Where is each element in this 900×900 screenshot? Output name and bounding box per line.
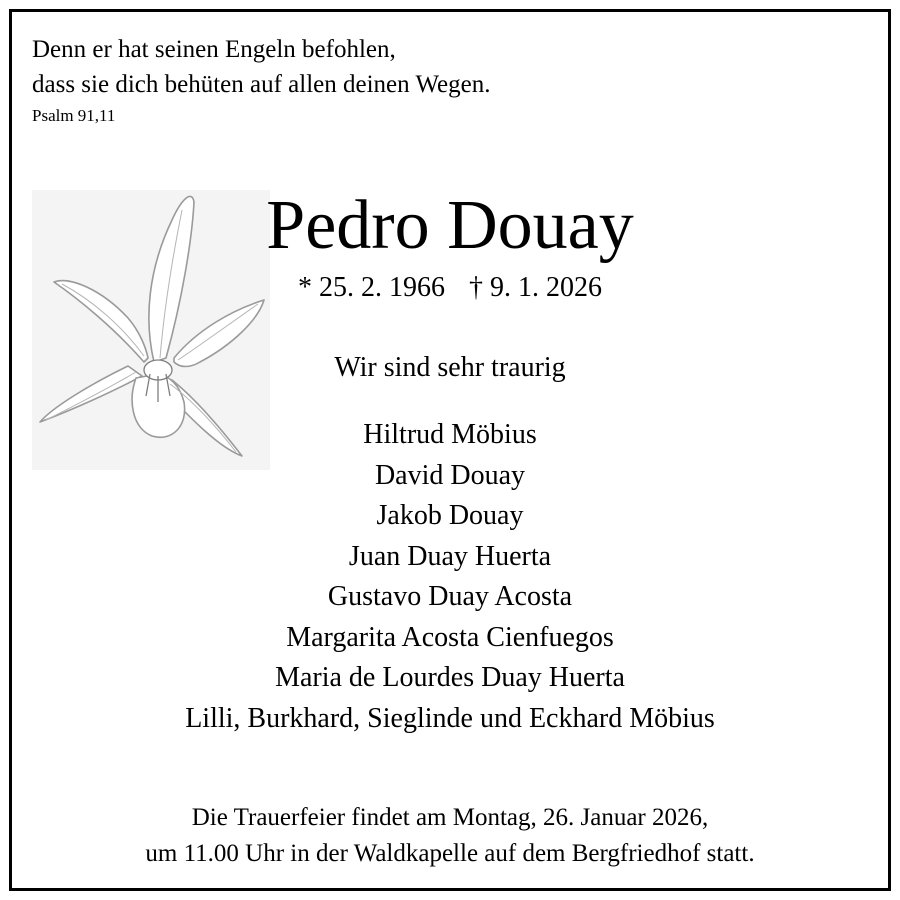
bible-verse bbox=[32, 32, 490, 102]
verse-line: Denn er hat seinen Engeln befohlen, bbox=[32, 36, 396, 63]
birth-date: * 25. 2. 1966 bbox=[298, 272, 445, 303]
mourner-name: Jakob Douay bbox=[376, 500, 524, 531]
service-line: um 11.00 Uhr in der Waldkapelle auf dem Bergfriedhof statt. bbox=[145, 840, 755, 867]
life-dates bbox=[230, 272, 670, 304]
funeral-service-info bbox=[30, 800, 870, 872]
mourners-list bbox=[100, 415, 800, 739]
verse-line: dass sie dich behüten auf allen deinen Wegen. bbox=[32, 71, 491, 98]
mourner-name: Maria de Lourdes Duay Huerta bbox=[275, 662, 625, 693]
mourning-statement: Wir sind sehr traurig bbox=[334, 352, 566, 383]
service-line: Die Trauerfeier findet am Montag, 26. Januar 2026, bbox=[191, 804, 709, 831]
mourner-name: David Douay bbox=[374, 459, 526, 491]
mourner-name: Hiltrud Möbius bbox=[363, 419, 537, 450]
death-date: † 9. 1. 2026 bbox=[469, 272, 602, 303]
mourner-name: Gustavo Duay Acosta bbox=[327, 581, 573, 612]
verse-reference: Psalm 91,11 bbox=[32, 106, 116, 125]
mourner-name: Juan Duay Huerta bbox=[348, 540, 552, 572]
mourner-name: Margarita Acosta Cienfuegos bbox=[286, 621, 614, 653]
mourner-name: Lilli, Burkhard, Sieglinde und Eckhard Möbius bbox=[185, 702, 715, 734]
deceased-name: Pedro Douay bbox=[266, 187, 634, 264]
